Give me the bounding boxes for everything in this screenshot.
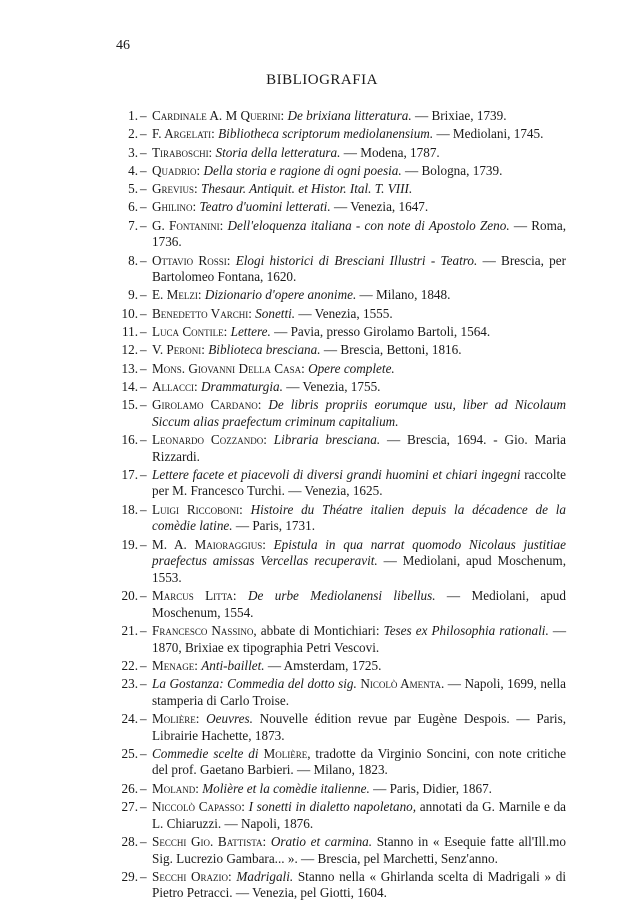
page-title: BIBLIOGRAFIA — [266, 72, 378, 88]
entry-author: Secchi Orazio: — [152, 868, 232, 884]
entry-number: 29. — [121, 868, 138, 884]
entry-dash: – — [140, 217, 147, 233]
entry-dash: – — [140, 144, 147, 160]
entry-title: Lettere. — [230, 324, 271, 339]
entry-dash: – — [140, 199, 147, 215]
entry-author: G. Fontanini: — [152, 217, 224, 233]
bibliography-entry — [114, 342, 566, 359]
entry-number: 20. — [121, 588, 138, 604]
entry-dash: – — [140, 108, 147, 123]
entry-text: — Brescia, 1694. - Gio. Maria Rizzardi. — [152, 432, 566, 464]
entry-author: Menage: — [152, 657, 198, 673]
entry-text: — Pavia, presso Girolamo Bartoli, 1564. — [270, 324, 491, 339]
entry-text: — Mediolani, apud Moschenum, 1554. — [152, 588, 566, 620]
entry-number: 25. — [121, 745, 138, 761]
entry-number: 7. — [128, 217, 138, 233]
entry-title: Teses ex Philosophia rationali. — [383, 622, 549, 638]
entry-dash: – — [140, 397, 147, 413]
entry-text — [237, 588, 248, 603]
bibliography-entry — [114, 199, 566, 216]
bibliography-entry — [114, 746, 566, 779]
entry-text: — Modena, 1787. — [340, 144, 440, 160]
entry-dash: – — [140, 711, 147, 726]
entry-title: Lettere facete et piacevoli di diversi grandi huomini et chiari ingegni — [152, 466, 521, 482]
entry-number: 10. — [121, 305, 138, 321]
entry-text: Stanno in « Esequie fatte all'Ill.mo Sig. Lucrezio Gambara... ». — Brescia, pel Marchetti, Senz'anno. — [152, 833, 566, 866]
entry-text: tradotte da Virginio Soncini, con note critiche del prof. Gaetano Barbieri. — Milano, 1823. — [152, 745, 567, 778]
entry-number: 28. — [121, 833, 138, 849]
entry-title: Commedie scelte di — [152, 745, 259, 761]
bibliography-entry — [114, 397, 566, 430]
entry-text: — 1870, Brixiae ex tipographia Petri Vescovi. — [152, 622, 567, 655]
entry-title: De brixiana litteratura. — [287, 108, 412, 123]
entry-title: Teatro d'uomini letterati. — [199, 199, 331, 215]
entry-author: Tiraboschi: — [152, 144, 213, 160]
entry-number: 16. — [121, 432, 138, 447]
entry-dash: – — [140, 342, 147, 358]
entry-dash: – — [140, 287, 147, 303]
entry-author: Allacci: — [152, 378, 198, 394]
entry-dash: – — [140, 868, 147, 884]
entry-text: — Mediolani, 1745. — [433, 126, 544, 142]
bibliography-entry — [114, 218, 566, 251]
entry-text: — Paris, 1731. — [232, 518, 315, 534]
entry-title: Madrigali. — [236, 868, 294, 884]
entry-author: V. Peroni: — [152, 342, 205, 358]
entry-number: 22. — [121, 657, 138, 673]
entry-number: 17. — [121, 466, 138, 482]
page-number: 46 — [116, 38, 130, 53]
bibliography-entry — [114, 361, 566, 378]
entry-title: Libraria bresciana. — [273, 432, 381, 447]
entry-number: 26. — [121, 780, 138, 796]
entry-number: 23. — [121, 676, 138, 692]
entry-number: 12. — [121, 342, 138, 358]
bibliography-entry — [114, 711, 566, 744]
entry-number: 9. — [128, 287, 138, 303]
entry-dash: – — [140, 536, 147, 552]
entry-number: 14. — [121, 378, 138, 394]
entry-dash: – — [140, 181, 147, 197]
entry-dash: – — [140, 305, 147, 321]
entry-author: Mons. Giovanni Della Casa: — [152, 360, 305, 376]
entry-author: Benedetto Varchi: — [152, 305, 252, 321]
entry-number: 13. — [121, 360, 138, 376]
entry-number: 2. — [128, 126, 138, 142]
entry-text: — Venezia, 1555. — [295, 305, 393, 321]
bibliography-entry — [114, 799, 566, 832]
entry-dash: – — [140, 252, 147, 268]
entry-title: De urbe Mediolanensi libellus. — [247, 588, 436, 604]
entry-text: — Bologna, 1739. — [401, 162, 503, 178]
entry-number: 21. — [121, 622, 138, 638]
entry-dash: – — [140, 466, 147, 482]
entry-title: Anti-baillet. — [201, 657, 265, 673]
entry-text: raccolte per M. Francesco Turchi. — Venezia, 1625. — [152, 466, 566, 499]
entry-dash: – — [140, 676, 147, 692]
entry-text — [243, 502, 251, 517]
entry-author: Ottavio Rossi: — [152, 252, 231, 268]
entry-text: annotati da G. Marnile e da L. Chiaruzzi. — Napoli, 1876. — [152, 799, 567, 831]
entry-text: — Napoli, 1699, nella stamperia di Carlo Troise. — [152, 676, 567, 708]
entry-dash: – — [140, 162, 147, 178]
entry-dash: – — [140, 657, 147, 673]
entry-number: 19. — [121, 536, 138, 552]
entry-number: 27. — [121, 799, 138, 815]
entry-title: Storia della letteratura. — [215, 144, 341, 160]
entry-dash: – — [140, 833, 147, 849]
bibliography-entry — [114, 588, 566, 621]
bibliography-entry — [114, 306, 566, 323]
entry-author: E. Melzi: — [152, 287, 202, 303]
entry-title: Opere complete. — [308, 360, 395, 376]
entry-title: Dizionario d'opere anonime. — [204, 287, 357, 303]
bibliography-entry — [114, 181, 566, 198]
entry-text: — Amsterdam, 1725. — [264, 657, 382, 673]
bibliography-entry — [114, 834, 566, 867]
entry-title: La Gostanza: Commedia del dotto sig. — [152, 676, 357, 692]
entry-text: — Brescia, per Bartolomeo Fontana, 1620. — [152, 252, 567, 285]
entry-text: — Milano, 1848. — [356, 287, 451, 303]
bibliography-entry — [114, 658, 566, 675]
entry-text: — Venezia, 1647. — [330, 199, 429, 215]
bibliography-entry — [114, 324, 566, 341]
entry-title: De libris propriis eorumque usu, liber ad Nicolaum Siccum alias praefectum criminum capitalium. — [152, 397, 566, 429]
bibliography-entry — [114, 126, 566, 143]
entry-title: Sonetti. — [255, 305, 296, 321]
entry-text: — Brixiae, 1739. — [411, 108, 507, 123]
entry-author: Niccolò Capasso: — [152, 799, 245, 815]
entry-title: I sonetti in dialetto napoletano, — [248, 799, 417, 815]
bibliography-entry — [114, 287, 566, 304]
entry-title: Elogi historici di Bresciani Illustri - Teatro. — [235, 252, 478, 268]
bibliography-entry — [114, 108, 566, 125]
entry-number: 15. — [121, 397, 138, 413]
entry-title: Drammaturgia. — [200, 378, 283, 394]
entry-author: Quadrio: — [152, 162, 201, 178]
entry-dash: – — [140, 745, 147, 761]
entry-number: 6. — [128, 199, 138, 215]
bibliography-entry — [114, 163, 566, 180]
entry-title: Thesaur. Antiquit. et Histor. Ital. T. VIII. — [201, 181, 413, 197]
entry-dash: – — [140, 432, 147, 447]
entry-text: — Venezia, 1755. — [282, 378, 381, 394]
entry-title: Bibliotheca scriptorum mediolanensium. — [218, 126, 434, 142]
entry-title: Histoire du Théatre italien depuis la décadence de la comèdie latine. — [152, 501, 566, 534]
bibliography-entry — [114, 253, 566, 286]
entry-author: M. A. Maioraggius: — [152, 536, 266, 552]
entry-number: 11. — [122, 324, 138, 339]
entry-text: Nouvelle édition revue par Eugène Despois. — Paris, Librairie Hachette, 1873. — [152, 711, 567, 743]
entry-dash: – — [140, 799, 147, 815]
entry-number: 8. — [128, 252, 138, 268]
entry-number: 5. — [128, 181, 138, 197]
entry-dash: – — [140, 588, 147, 604]
entry-author: Francesco Nassino, — [152, 622, 257, 638]
entry-text: Stanno nella « Ghirlanda scelta di Madrigali » di Pietro Petracci. — Venezia, pel Giotti, 1604. — [152, 868, 566, 901]
entry-author: Molière, — [263, 745, 311, 761]
entry-title: Oeuvres. — [206, 711, 253, 726]
entry-author: Marcus Litta: — [152, 588, 237, 604]
entry-number: 24. — [121, 711, 138, 726]
entry-dash: – — [140, 360, 147, 376]
bibliography-entry — [114, 869, 566, 902]
entry-title: Molière et la comèdie italienne. — [202, 780, 370, 796]
entry-author: Ghilino: — [152, 199, 197, 215]
entry-text: — Brescia, Bettoni, 1816. — [320, 342, 462, 358]
bibliography-entry — [114, 145, 566, 162]
entry-author: Luigi Riccoboni: — [152, 501, 243, 517]
entry-text: — Roma, 1736. — [152, 217, 567, 250]
bibliography-entry — [114, 432, 566, 465]
entry-author: Grevius: — [152, 181, 198, 197]
entry-text — [266, 537, 274, 552]
entry-author: Luca Contile: — [152, 324, 228, 339]
bibliography-entry — [114, 781, 566, 798]
entry-dash: – — [140, 501, 147, 517]
entry-title: Dell'eloquenza italiana - con note di Apostolo Zeno. — [227, 217, 510, 233]
entry-title: Oratio et carmina. — [270, 833, 373, 849]
bibliography-entry — [114, 676, 566, 709]
entry-text: — Mediolani, apud Moschenum, 1553. — [152, 553, 566, 585]
entry-number: 3. — [128, 144, 138, 160]
entry-dash: – — [140, 126, 147, 142]
entry-title: Epistula in qua narrat quomodo Nicolaus justitiae praefectus amissas Vercellas recuperavit. — [152, 536, 566, 569]
entry-author: F. Argelati: — [152, 126, 215, 142]
entry-author: Girolamo Cardano: — [152, 397, 262, 413]
entry-author: Molière: — [152, 711, 200, 726]
entry-text: — Paris, Didier, 1867. — [369, 780, 492, 796]
entry-text: abbate di Montichiari: — [256, 622, 384, 638]
bibliography-entry — [114, 537, 566, 587]
bibliography-entry — [114, 623, 566, 656]
entry-dash: – — [140, 324, 147, 339]
entry-title: Biblioteca bresciana. — [208, 342, 321, 358]
entry-author: Cardinale A. M Querini: — [152, 108, 285, 123]
entry-dash: – — [140, 780, 147, 796]
entry-number: 1. — [128, 108, 138, 123]
entry-number: 4. — [128, 162, 138, 178]
bibliography-entry — [114, 379, 566, 396]
entry-dash: – — [140, 622, 147, 638]
bibliography-entry — [114, 502, 566, 535]
entry-text — [267, 432, 274, 447]
entry-dash: – — [140, 378, 147, 394]
bibliography-list — [114, 108, 566, 904]
entry-author: Nicolò Amenta. — [360, 676, 445, 692]
entry-author: Leonardo Cozzando: — [152, 432, 267, 447]
bibliography-entry — [114, 467, 566, 500]
entry-author: Moland: — [152, 780, 199, 796]
entry-title: Della storia e ragione di ogni poesia. — [203, 162, 402, 178]
entry-author: Secchi Gio. Battista: — [152, 833, 267, 849]
entry-number: 18. — [121, 501, 138, 517]
